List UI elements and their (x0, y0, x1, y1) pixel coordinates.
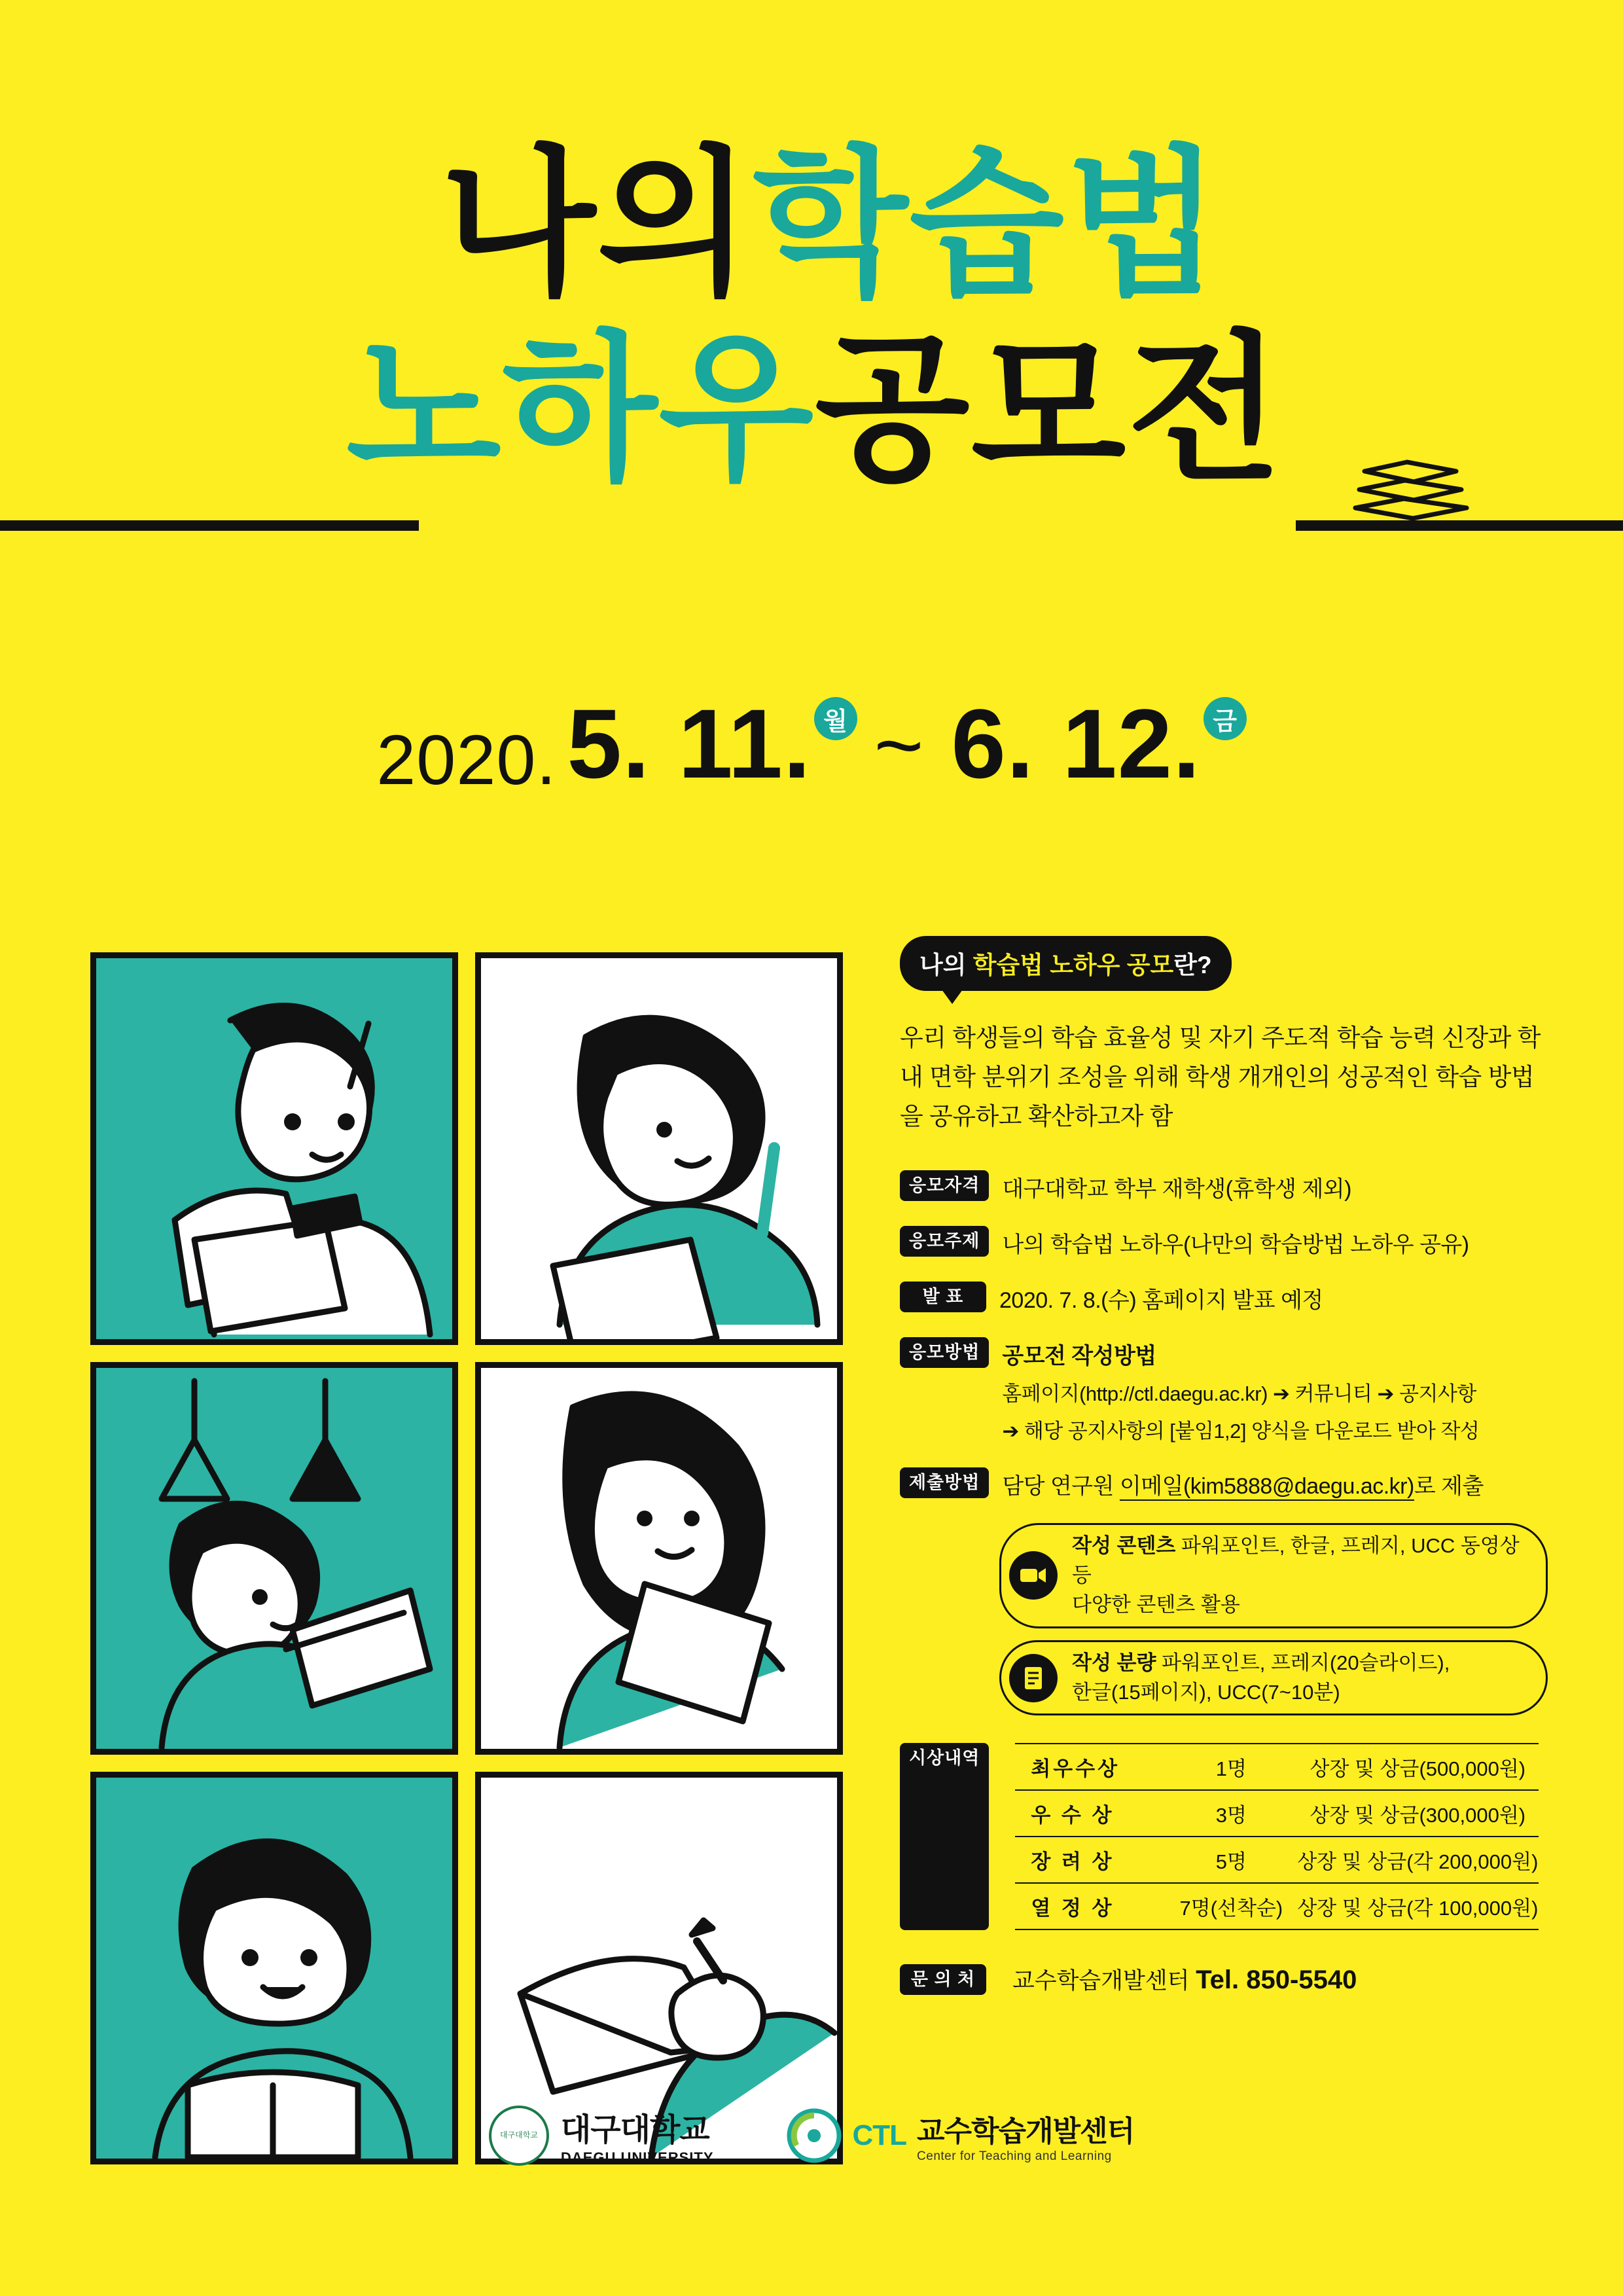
poster-title (0, 134, 1623, 499)
university-name-kr: 대구대학교 (560, 2113, 709, 2147)
tag-howto: 응모방법 (900, 1337, 989, 1368)
illustration-student-reading-book-with-pen (90, 952, 458, 1345)
value-eligibility: 대구대학교 학부 재학생(휴학생 제외) (1002, 1176, 1351, 1202)
prize-section (900, 1743, 1548, 1930)
bubble-post: 란? (1173, 952, 1212, 978)
date-end-day-chip: 금 (1204, 697, 1247, 740)
callout-length-line2: 한글(15페이지), UCC(7~10분) (1072, 1680, 1340, 1704)
prize-award: 상장 및 상금(500,000원) (1310, 1757, 1526, 1781)
detail-rows (900, 1170, 1548, 1716)
prize-name: 우 수 상 (1031, 1804, 1115, 1827)
submit-email-link[interactable]: 이메일(kim5888@daegu.ac.kr) (1120, 1474, 1414, 1501)
table-row (1015, 1884, 1539, 1930)
table-row (1015, 1837, 1539, 1884)
illustration-grid (90, 952, 843, 2181)
university-seal-icon: 대구대학교 (489, 2106, 549, 2166)
illustration-student-reading-on-subway (90, 1362, 458, 1755)
tag-submit: 제출방법 (900, 1467, 989, 1498)
title-line1-dark: 나의 (440, 134, 753, 314)
date-year: 2020. (376, 720, 557, 799)
tag-eligibility: 응모자격 (900, 1170, 989, 1201)
prize-name: 최우수상 (1031, 1757, 1120, 1781)
detail-row-eligibility (900, 1170, 1548, 1206)
title-line2-teal: 노하우 (346, 319, 815, 499)
section-heading-bubble (900, 936, 1232, 991)
event-date (0, 687, 1623, 800)
callout-list (999, 1523, 1548, 1716)
callout-contents-line2: 다양한 콘텐츠 활용 (1072, 1592, 1240, 1616)
date-end: 6. 12. (951, 689, 1201, 798)
detail-row-announcement (900, 1282, 1548, 1318)
title-line1-teal: 학습법 (753, 134, 1222, 314)
detail-row-howto (900, 1337, 1548, 1448)
value-announcement: 2020. 7. 8.(수) 홈페이지 발표 예정 (999, 1287, 1323, 1313)
prize-name: 열 정 상 (1031, 1897, 1115, 1920)
value-topic: 나의 학습법 노하우(나만의 학습방법 노하우 공유) (1002, 1232, 1469, 1257)
date-start: 5. 11. (567, 689, 812, 798)
prize-count: 7명(선착순) (1179, 1897, 1283, 1920)
table-row (1015, 1791, 1539, 1837)
callout-length-line1: 파워포인트, 프레지(20슬라이드), (1162, 1651, 1450, 1674)
detail-row-topic (900, 1226, 1548, 1262)
ctl-name-en: Center for Teaching and Learning (917, 2149, 1112, 2163)
value-howto-step1: 홈페이지(http://ctl.daegu.ac.kr) ➔ 커뮤니티 ➔ 공지사항 (1002, 1382, 1476, 1405)
document-icon (1009, 1654, 1058, 1702)
value-howto-step2: ➔ 해당 공지사항의 [붙임1,2] 양식을 다운로드 받아 작성 (1002, 1419, 1480, 1443)
detail-row-submit (900, 1467, 1548, 1503)
bubble-pre: 나의 (919, 952, 973, 978)
callout-contents-label: 작성 콘텐츠 (1072, 1534, 1176, 1557)
tag-contact: 문 의 처 (900, 1964, 986, 1995)
value-submit-post: 로 제출 (1414, 1473, 1484, 1499)
table-row (1015, 1744, 1539, 1791)
prize-award: 상장 및 상금(300,000원) (1310, 1804, 1526, 1827)
callout-contents-line1: 파워포인트, 한글, 프레지, UCC 동영상 등 (1072, 1534, 1520, 1587)
callout-length (999, 1640, 1548, 1716)
tag-prizes: 시상내역 (900, 1743, 989, 1930)
value-submit-pre: 담당 연구원 (1002, 1473, 1120, 1499)
prize-count: 5명 (1215, 1850, 1247, 1874)
ctl-name-kr: 교수학습개발센터 (917, 2115, 1135, 2147)
date-separator: ~ (874, 697, 924, 793)
illustration-student-writing-notes (475, 952, 843, 1345)
video-camera-icon (1009, 1551, 1058, 1600)
prize-name: 장 려 상 (1031, 1850, 1115, 1874)
prize-count: 3명 (1215, 1804, 1247, 1827)
book-stack-icon (1345, 452, 1476, 530)
ctl-acronym: CTL (852, 2119, 907, 2151)
prize-award: 상장 및 상금(각 200,000원) (1297, 1850, 1539, 1874)
callout-contents (999, 1523, 1548, 1628)
illustration-student-holding-notebook (475, 1362, 843, 1755)
daegu-university-logo (489, 2104, 714, 2166)
illustration-row-2 (90, 1362, 843, 1755)
bubble-highlight: 학습법 노하우 공모 (972, 952, 1174, 978)
title-line2-dark: 공모전 (815, 319, 1284, 499)
contact-tel: Tel. 850-5540 (1196, 1965, 1357, 1995)
date-start-day-chip: 월 (814, 697, 857, 740)
prize-table (1015, 1743, 1539, 1930)
tag-announcement: 발 표 (900, 1282, 986, 1312)
prize-award: 상장 및 상금(각 100,000원) (1297, 1897, 1539, 1920)
tag-topic: 응모주제 (900, 1226, 989, 1257)
intro-paragraph: 우리 학생들의 학습 효율성 및 자기 주도적 학습 능력 신장과 학내 면학 분위기 조성을 위해 학생 개개인의 성공적인 학습 방법을 공유하고 확산하고자 함 (900, 1024, 1541, 1130)
university-name-en: DAEGU UNIVERSITY (560, 2149, 714, 2166)
value-howto-title: 공모전 작성방법 (1002, 1343, 1156, 1369)
ctl-mark-icon (786, 2108, 842, 2164)
footer-logos (0, 2104, 1623, 2166)
info-column (900, 936, 1548, 1996)
ctl-logo (786, 2108, 1135, 2164)
contact-section (900, 1963, 1548, 1996)
title-underline-left (0, 520, 419, 531)
callout-length-label: 작성 분량 (1072, 1651, 1156, 1674)
prize-count: 1명 (1215, 1757, 1247, 1781)
illustration-row-1 (90, 952, 843, 1345)
contact-org: 교수학습개발센터 (1012, 1968, 1190, 1994)
